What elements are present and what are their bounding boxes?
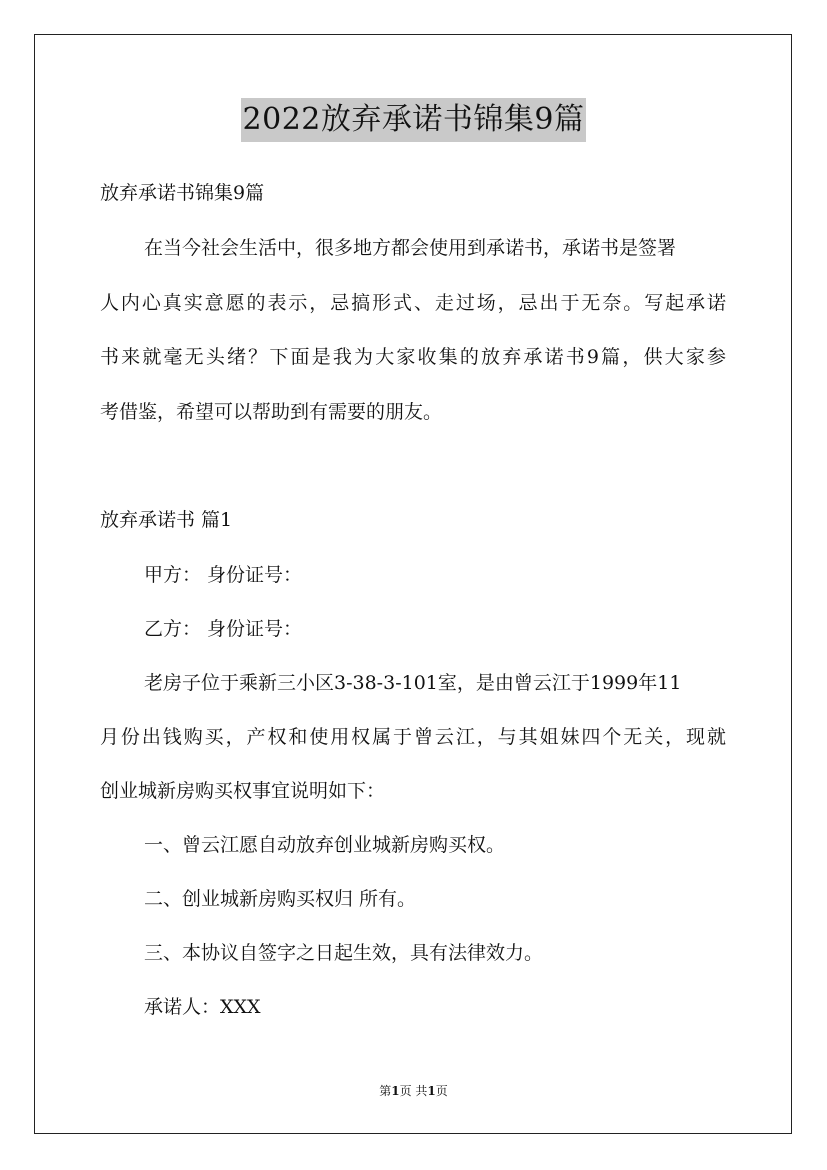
clause-2: 二、创业城新房购买权归 所有。 [144, 888, 417, 910]
clause-3: 三、本协议自签字之日起生效，具有法律效力。 [144, 942, 544, 964]
intro-line-2: 人内心真实意愿的表示，忌搞形式、走过场，忌出于无奈。写起承诺 [100, 292, 726, 314]
footer-total-pages: 1 [427, 1084, 436, 1098]
body-line-2: 月份出钱购买，产权和使用权属于曾云江，与其姐妹四个无关，现就 [100, 726, 726, 748]
footer-page-suffix: 页 共 [399, 1084, 428, 1098]
intro-line-3: 书来就毫无头绪？下面是我为大家收集的放弃承诺书9篇，供大家参 [100, 346, 726, 368]
footer-total-suffix: 页 [435, 1084, 448, 1098]
body-line-3: 创业城新房购买权事宜说明如下： [100, 780, 386, 802]
section-heading: 放弃承诺书 篇1 [100, 509, 233, 531]
party-b-line: 乙方： 身份证号： [144, 618, 303, 640]
signature-line: 承诺人：XXX [144, 996, 261, 1018]
document-title: 2022放弃承诺书锦集9篇 [241, 98, 587, 142]
intro-line-1: 在当今社会生活中，很多地方都会使用到承诺书，承诺书是签署 [144, 237, 677, 259]
page-footer [0, 1083, 827, 1099]
clause-1: 一、曾云江愿自动放弃创业城新房购买权。 [144, 834, 506, 856]
body-line-1: 老房子位于乘新三小区3-38-3-101室，是由曾云江于1999年11 [144, 672, 682, 694]
footer-page-number: 1 [391, 1084, 400, 1098]
footer-page-prefix: 第 [379, 1084, 392, 1098]
intro-line-4: 考借鉴，希望可以帮助到有需要的朋友。 [100, 401, 443, 423]
document-subtitle: 放弃承诺书锦集9篇 [100, 182, 265, 204]
title-container [0, 98, 827, 142]
party-a-line: 甲方： 身份证号： [144, 564, 303, 586]
